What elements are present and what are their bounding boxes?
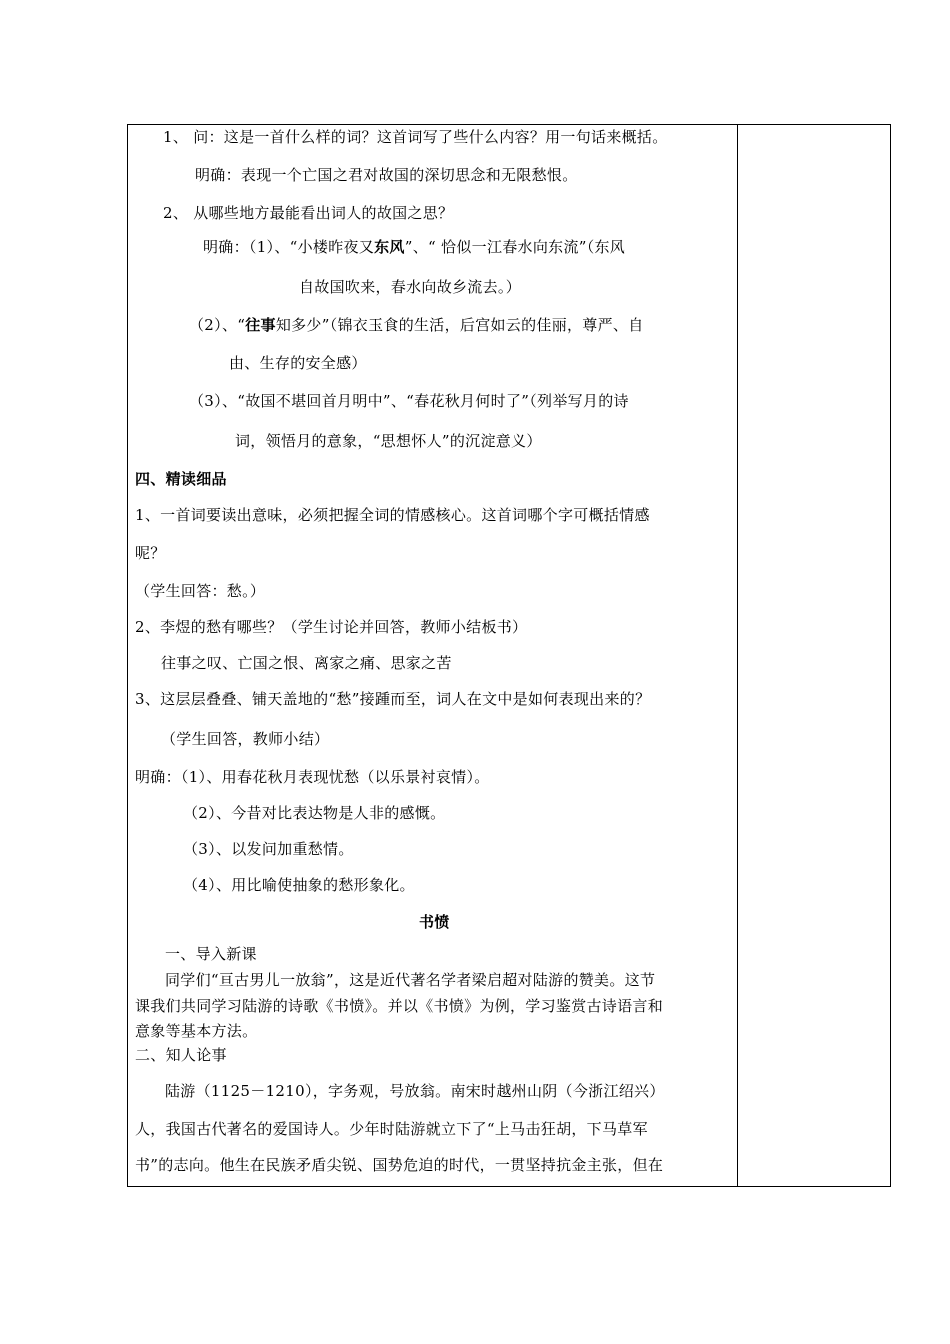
emphasis-dongfeng: 东风 — [374, 238, 405, 256]
answer-2-item-1 — [203, 237, 625, 257]
answer-2-item-3-cont: 词，领悟月的意象，“思想怀人”的沉淀意义） — [235, 432, 542, 450]
question-2: 2、 从哪些地方最能看出词人的故国之思？ — [163, 204, 454, 222]
item-3-answer-1: 明确：（1）、用春花秋月表现忧愁（以乐景衬哀情）。 — [135, 768, 490, 786]
item-1-answer: （学生回答：愁。） — [135, 582, 266, 600]
question-1: 1、 问：这是一首什么样的词？这首词写了些什么内容？用一句话来概括。 — [163, 128, 668, 146]
author-line-2: 人，我国古代著名的爱国诗人。少年时陆游就立下了“上马击狂胡，下马草军 — [135, 1120, 648, 1138]
intro-line-2: 课我们共同学习陆游的诗歌《书愤》。并以《书愤》为例，学习鉴赏古诗语言和 — [135, 997, 664, 1015]
intro-line-3: 意象等基本方法。 — [135, 1022, 258, 1040]
author-line-3: 书”的志向。他生在民族矛盾尖锐、国势危迫的时代，一贯坚持抗金主张，但在 — [135, 1156, 664, 1174]
answer-2-item-2-cont: 由、生存的安全感） — [229, 354, 367, 372]
item-3-answer-3: （3）、以发问加重愁情。 — [183, 840, 354, 858]
answer-2-item-2-b: 知多少”（锦衣玉食的生活，后宫如云的佳丽，尊严、自 — [275, 316, 644, 334]
section-intro-heading: 一、导入新课 — [165, 945, 257, 963]
intro-line-1: 同学们“亘古男儿一放翁”，这是近代著名学者梁启超对陆游的赞美。这节 — [165, 971, 656, 989]
answer-2-item-2 — [189, 315, 644, 335]
item-2-answer: 往事之叹、亡国之恨、离家之痛、思家之苦 — [161, 654, 452, 672]
answer-2-item-3: （3）、“故国不堪回首月明中”、“春花秋月何时了”（列举写月的诗 — [189, 392, 629, 410]
author-line-1: 陆游（1125－1210），字务观，号放翁。南宋时越州山阴（今浙江绍兴） — [165, 1082, 665, 1100]
table-column-divider — [737, 124, 738, 1187]
answer-2-item-2-a: （2）、“ — [189, 316, 246, 334]
item-3-note: （学生回答，教师小结） — [161, 730, 330, 748]
item-3: 3、这层层叠叠、铺天盖地的“愁”接踵而至，词人在文中是如何表现出来的？ — [135, 690, 651, 708]
answer-2-item-1-cont: 自故国吹来，春水向故乡流去。） — [299, 278, 522, 296]
answer-2-item-1-a: 明确：（1）、“小楼昨夜又 — [203, 238, 375, 256]
item-1-cont: 呢？ — [135, 544, 166, 562]
emphasis-wangshi: 往事 — [245, 316, 276, 334]
item-3-answer-4: （4）、用比喻使抽象的愁形象化。 — [183, 876, 415, 894]
item-3-answer-2: （2）、今昔对比表达物是人非的感慨。 — [183, 804, 446, 822]
poem-title: 书愤 — [419, 913, 450, 931]
answer-1: 明确：表现一个亡国之君对故国的深切思念和无限愁恨。 — [195, 166, 578, 184]
answer-2-item-1-b: ”、“ 恰似一江春水向东流”（东风 — [404, 238, 626, 256]
item-2: 2、李煜的愁有哪些？（学生讨论并回答，教师小结板书） — [135, 618, 528, 636]
section-author-heading: 二、知人论事 — [135, 1046, 227, 1064]
section-heading-4: 四、精读细品 — [135, 470, 227, 488]
item-1: 1、一首词要读出意味，必须把握全词的情感核心。这首词哪个字可概括情感 — [135, 506, 650, 524]
